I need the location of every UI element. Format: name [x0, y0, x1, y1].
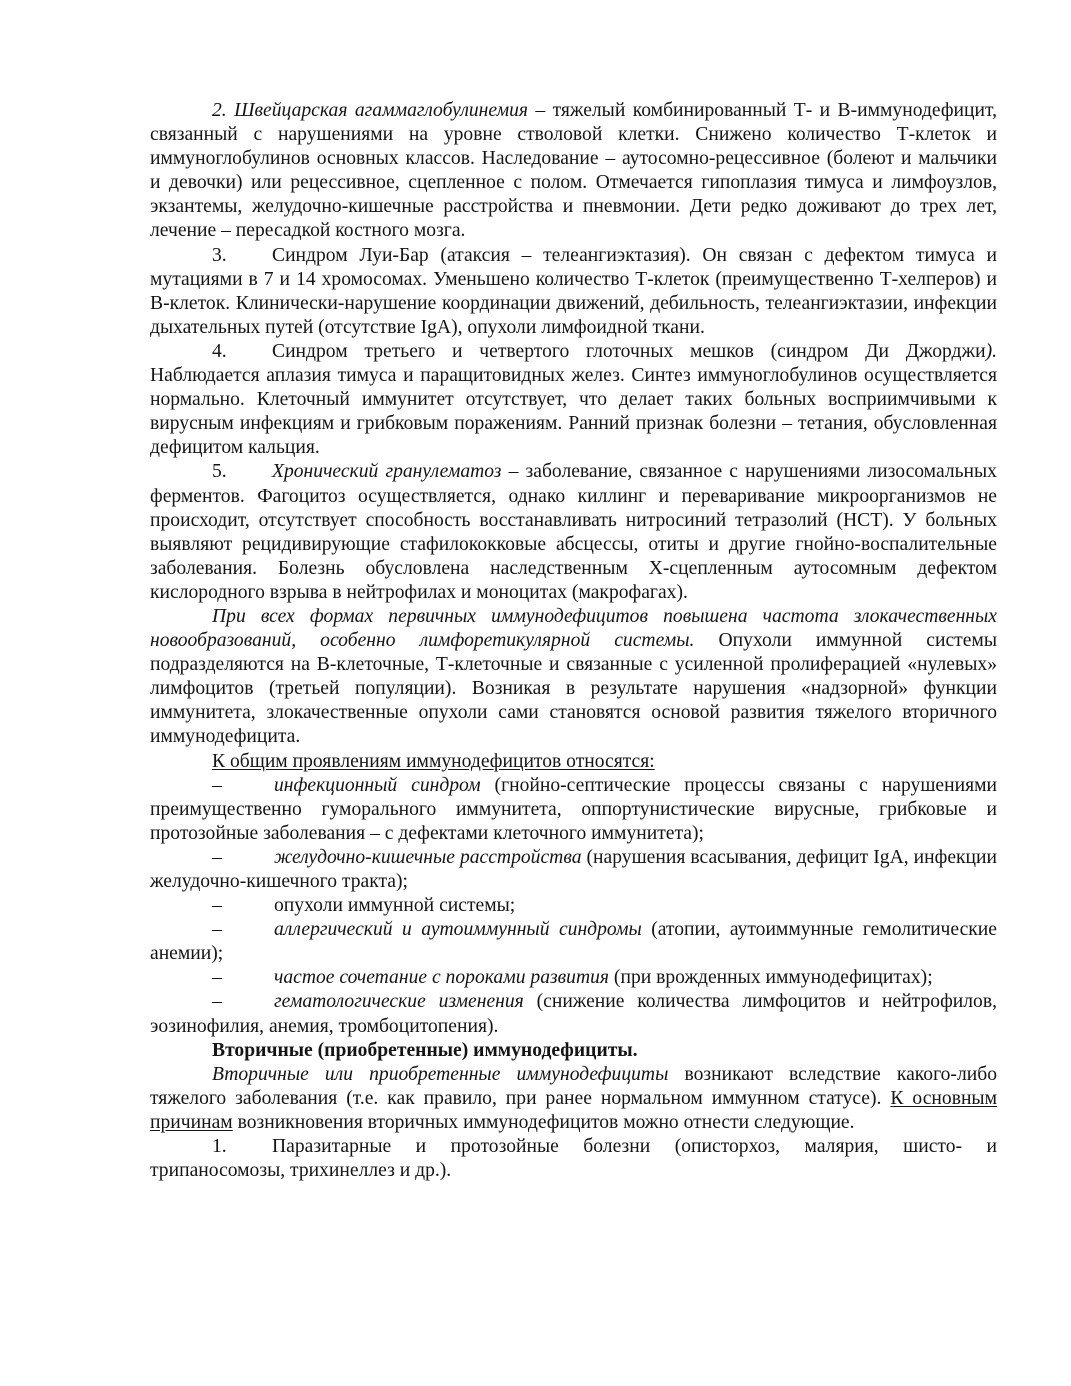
document-page: [150, 99, 997, 1183]
paragraph-parasitic-diseases: [150, 1135, 997, 1183]
paragraph-text: возникают вследствие какого-либо тяжелого заболевания (т.е. как правило, при ранее нормальном иммунном статусе).: [150, 1063, 997, 1109]
list-text: (атопии, аутоиммунные гемолитические анемии);: [150, 919, 997, 965]
list-dash: –: [212, 991, 222, 1013]
list-text: (гнойно-септические процессы связаны с нарушениями преимущественно гуморального иммунитета, оппортунистические вирусные, грибковые и протозойные заболевания – с дефектами клеточного иммунитета);: [150, 774, 997, 844]
paragraph-secondary-definition: [150, 1063, 997, 1135]
paragraph-close: ).: [985, 340, 997, 362]
list-item: [150, 774, 997, 846]
paragraph-number: 3.: [212, 244, 227, 266]
list-text: опухоли иммунной системы;: [274, 895, 516, 917]
paragraph-text: – тяжелый комбинированный Т- и В-иммунодефицит, связанный с нарушениями на уровне стволовой клетки. Снижено количество Т-клеток и иммуноглобулинов основных классов. Наследование – аутосомно-рецессивное (болеют и мальчики и девочки) или рецессивное, сцепленное с полом. Отмечается гипоплазия тимуса и лимфоузлов, экзантемы, желудочно-кишечные расстройства и пневмонии. Дети редко доживают до трех лет, лечение – пересадкой костного мозга.: [150, 100, 997, 242]
list-text: (при врожденных иммунодефицитах);: [609, 967, 933, 989]
list-text: (снижение количества лимфоцитов и нейтрофилов, эозинофилия, анемия, тромбоцитопения).: [150, 991, 997, 1037]
list-term: гематологические изменения: [274, 991, 524, 1013]
list-item: [150, 894, 997, 918]
paragraph-text: Синдром третьего и четвертого глоточных мешков (синдром Ди Джорджи: [272, 340, 986, 362]
emphasis-secondary: Вторичные или приобретенные иммунодефициты: [212, 1063, 669, 1085]
paragraph-number: 2.: [212, 100, 227, 121]
list-text: (нарушения всасывания, дефицит IgA, инфекции желудочно-кишечного тракта);: [150, 846, 998, 892]
list-term: частое сочетание с пороками развития: [274, 967, 610, 989]
list-item: [150, 990, 997, 1038]
underlined-main-causes: К основным причинам: [150, 1087, 997, 1133]
paragraph-text: – заболевание, связанное с нарушениями лизосомальных ферментов. Фагоцитоз осуществляется, однако киллинг и переваривание микроорганизмов не происходит, отсутствует способность восстанавливать нитросиний тетразолий (НСТ). У больных выявляют рецидивирующие стафилококковые абсцессы, отиты и другие гнойно-воспалительные заболевания. Болезнь обусловлена наследственным Х-сцепленным аутосомным дефектом кислородного взрыва в нейтрофилах и моноцитах (макрофагах).: [150, 461, 997, 603]
paragraph-swiss-agammaglobulinemia: [150, 99, 997, 244]
list-dash: –: [212, 967, 222, 989]
list-item: [150, 846, 997, 894]
list-dash: –: [212, 919, 222, 941]
paragraph-text: Синдром Луи-Бар (атаксия – телеангиэктазия). Он связан с дефектом тимуса и мутациями в 7 и 14 хромосомах. Уменьшено количество Т-клеток (преимущественно Т-хелперов) и В-клеток. Клинически-нарушение координации движений, дебильность, телеангиэктазии, инфекции дыхательных путей (отсутствие IgA), опухоли лимфоидной ткани.: [150, 244, 997, 338]
list-heading-text: К общим проявлениям иммунодефицитов относятся:: [212, 750, 655, 772]
list-item: [150, 918, 997, 966]
paragraph-number: 5.: [212, 461, 227, 483]
list-term: желудочно-кишечные расстройства: [274, 846, 582, 868]
list-heading: [150, 750, 997, 774]
section-heading-text: Вторичные (приобретенные) иммунодефициты.: [212, 1039, 638, 1061]
paragraph-number: 1.: [212, 1136, 227, 1158]
list-dash: –: [212, 774, 222, 796]
paragraph-chronic-granulomatosis: [150, 460, 997, 605]
list-item: [150, 966, 997, 990]
term-swiss-agammaglobulinemia: Швейцарская агаммаглобулинемия: [234, 100, 529, 121]
section-heading-secondary: [150, 1039, 997, 1063]
term-chronic-granulomatosis: Хронический гранулематоз: [272, 461, 502, 483]
paragraph-malignancy-risk: [150, 605, 997, 750]
paragraph-number: 4.: [212, 340, 227, 362]
paragraph-text-continued: возникновения вторичных иммунодефицитов можно отнести следующие.: [232, 1111, 855, 1133]
paragraph-louis-bar-syndrome: [150, 244, 997, 340]
paragraph-text: Паразитарные и протозойные болезни (описторхоз, малярия, шисто- и трипаносомозы, трихинеллез и др.).: [150, 1136, 997, 1182]
list-term: инфекционный синдром: [274, 774, 481, 796]
list-dash: –: [212, 846, 222, 868]
paragraph-text: Опухоли иммунной системы подразделяются на В-клеточные, Т-клеточные и связанные с усиленной пролиферацией «нулевых» лимфоцитов (третьей популяции). Возникая в результате нарушения «надзорной» функции иммунитета, злокачественные опухоли сами становятся основой развития тяжелого вторичного иммунодефицита.: [150, 630, 997, 748]
emphasis-malignancy: При всех формах первичных иммунодефицитов повышена частота злокачественных новообразований, особенно лимфоретикулярной системы.: [150, 605, 997, 652]
list-dash: –: [212, 895, 222, 917]
paragraph-digeorge-syndrome: [150, 340, 997, 460]
list-term: аллергический и аутоиммунный синдромы: [274, 919, 642, 941]
paragraph-text-continued: Наблюдается аплазия тимуса и паращитовидных желез. Синтез иммуноглобулинов осуществляется нормально. Клеточный иммунитет отсутствует, что делает таких больных восприимчивыми к вирусным инфекциям и грибковым поражениям. Ранний признак болезни – тетания, обусловленная дефицитом кальция.: [150, 365, 997, 459]
